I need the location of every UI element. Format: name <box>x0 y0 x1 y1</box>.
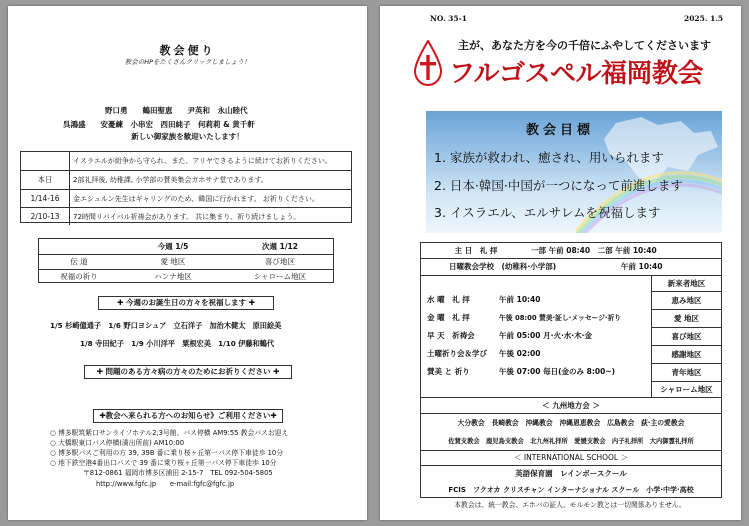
kyushu-churches-2: 佐賀支教会 鹿児島支教会 北九州礼拝所 愛媛支教会 内子礼拝所 大内御霊礼拝所 <box>448 438 694 445</box>
guest-line: ○ 博多駅バスご利用の方 39, 39B 番に乗り桜ヶ丘第一バス停下車徒歩 10分 <box>50 449 284 457</box>
birthday-line-1: 1/5 杉崎億通子 1/6 野口ヨシュア 立石洋子 加治木健太 原田絵美 <box>50 321 282 330</box>
cross-drop-icon <box>413 40 443 86</box>
schedule-row: シャローム地区 <box>421 381 721 397</box>
guest-line: ○ 地下鉄空港4番出口バスで 39 番に乗り桜ヶ丘第一バス停下車徒歩 10分 <box>50 459 277 467</box>
schedule-row: 新来者地区 <box>421 275 721 291</box>
goals-banner <box>426 111 722 233</box>
duty-row: 伝 道 愛 地区 喜び地区 <box>39 254 333 269</box>
church-web[interactable]: http://www.fgfc.jp e-mail:fgfc@fgfc.jp <box>96 480 235 488</box>
goal-item: 3. イスラエル、エルサレムを祝福します <box>434 205 661 220</box>
sunday-service-row: 主 日 礼 拝 一部 午前 08:40 二部 午前 10:40 <box>454 245 657 255</box>
intl-school-section <box>420 450 722 498</box>
notice-row: 1/14-16 金エシュルン先生はギャリングのため、韓国に行かれます。 お祈りください。 <box>21 189 351 207</box>
notice-row: 本日 2部礼拝後, 幼稚課, 小学部の賛美集会ガホサナ堂であります。 <box>21 170 351 189</box>
bulletin-subtitle: 教会のHPをたくさんクリックしましょう！ <box>124 58 251 66</box>
guest-line: ○ 博多駅筑紫口サンライフホテル2,3号館、バス停横 AM9:55 教会バスお迎え <box>50 429 289 437</box>
schedule-table <box>420 242 722 398</box>
names-row-2: 呉鴻盛 安憂練 小串宏 西田純子 何莉莉 & 黄千軒 <box>63 120 255 129</box>
names-row-1: 野口勇 鶴田聖恵 尹英和 永山睦代 <box>105 106 248 115</box>
duty-table <box>38 238 334 283</box>
slogan: 主が、あなた方を今の千倍にふやしてくださいます <box>458 39 711 52</box>
guests-header: ✚教会へ来られる方へのお知らせ》ご利用ください✚ <box>93 409 283 423</box>
duty-header-row: 今週 1/5 次週 1/12 <box>157 241 298 251</box>
schedule-row: 金 曜 礼 拝 午後 08:00 賛美·証し·メッセージ·祈り 愛 地区 <box>421 309 721 327</box>
disclaimer-footer: 本教会は、統一教会、エホバの証人、モルモン教とは一切関係ありません。 <box>454 501 686 509</box>
church-address: 〒812-0861 福岡市博多区浦田 2-15-7 TEL 092-504-5805 <box>83 469 273 477</box>
issue-number: NO. 35-1 <box>430 14 467 23</box>
birthday-header: ✚ 今週のお誕生日の方々を祝福します ✚ <box>98 296 274 310</box>
schedule-row: 土曜祈り会＆学び 午後 02:00 感謝地区 <box>421 345 721 363</box>
duty-row: 祝福の祈り ハンナ地区 シャローム地区 <box>39 269 333 284</box>
goal-item: 1. 家族が救われ、癒され、用いられます <box>434 150 664 165</box>
schedule-row: 賛美 と 祈り 午後 07:00 毎日(金のみ 8:00~) 青年地区 <box>421 363 721 381</box>
bulletin-left-page <box>8 6 367 520</box>
prayer-header: ✚ 問題のある方々病の方々のためにお祈りください ✚ <box>84 365 292 379</box>
issue-date: 2025. 1.5 <box>684 14 724 23</box>
guest-line: ○ 大橋駅東口バス停横(満出所前) AM10:00 <box>50 439 185 447</box>
intl-line-1: 英語保育園 レインボースクール <box>515 469 627 478</box>
kyushu-section <box>420 397 722 451</box>
kyushu-header: ＜ 九州地方会 ＞ <box>421 398 721 414</box>
schedule-row: 水 曜 礼 拝 午前 10:40 恵み地区 <box>421 291 721 309</box>
kyushu-churches-1: 大分教会 長崎教会 沖縄教会 沖縄恩恵教会 広島教会 荻·主の愛教会 <box>457 419 685 427</box>
birthday-line-2: 1/8 寺田紀子 1/9 小川洋平 粟根宏美 1/10 伊藤和鶴代 <box>80 339 275 348</box>
bulletin-right-page <box>380 6 741 520</box>
sunday-school-row: 日曜教会学校 (幼稚科·小学部) 午前 10:40 <box>421 258 721 275</box>
bulletin-title: 教会便り <box>159 44 216 57</box>
notices-table <box>20 151 352 223</box>
intl-header: ＜ INTERNATIONAL SCHOOL ＞ <box>421 451 721 466</box>
intl-line-2: FCIS フクオカ クリスチャン インターナショナル スクール 小学·中学·高校 <box>448 486 694 494</box>
notice-row: 2/10-13 72時間リバイバル祈祷会があります。 共に集まり、祈り続けましょう。 <box>21 207 351 225</box>
goals-title: 教会目標 <box>526 123 595 138</box>
schedule-row: 早 天 祈祷会 午前 05:00 月·火·水·木·金 喜び地区 <box>421 327 721 345</box>
welcome-text: 新しい御家族を歓迎いたします！ <box>131 132 244 141</box>
goal-item: 2. 日本·韓国·中国が一つになって前進します <box>434 178 683 193</box>
church-name: フルゴスペル福岡教会 <box>449 59 703 89</box>
notice-row: イスラエルが紛争から守られ、また、アリヤできるように続けてお祈りください。 <box>21 152 351 170</box>
